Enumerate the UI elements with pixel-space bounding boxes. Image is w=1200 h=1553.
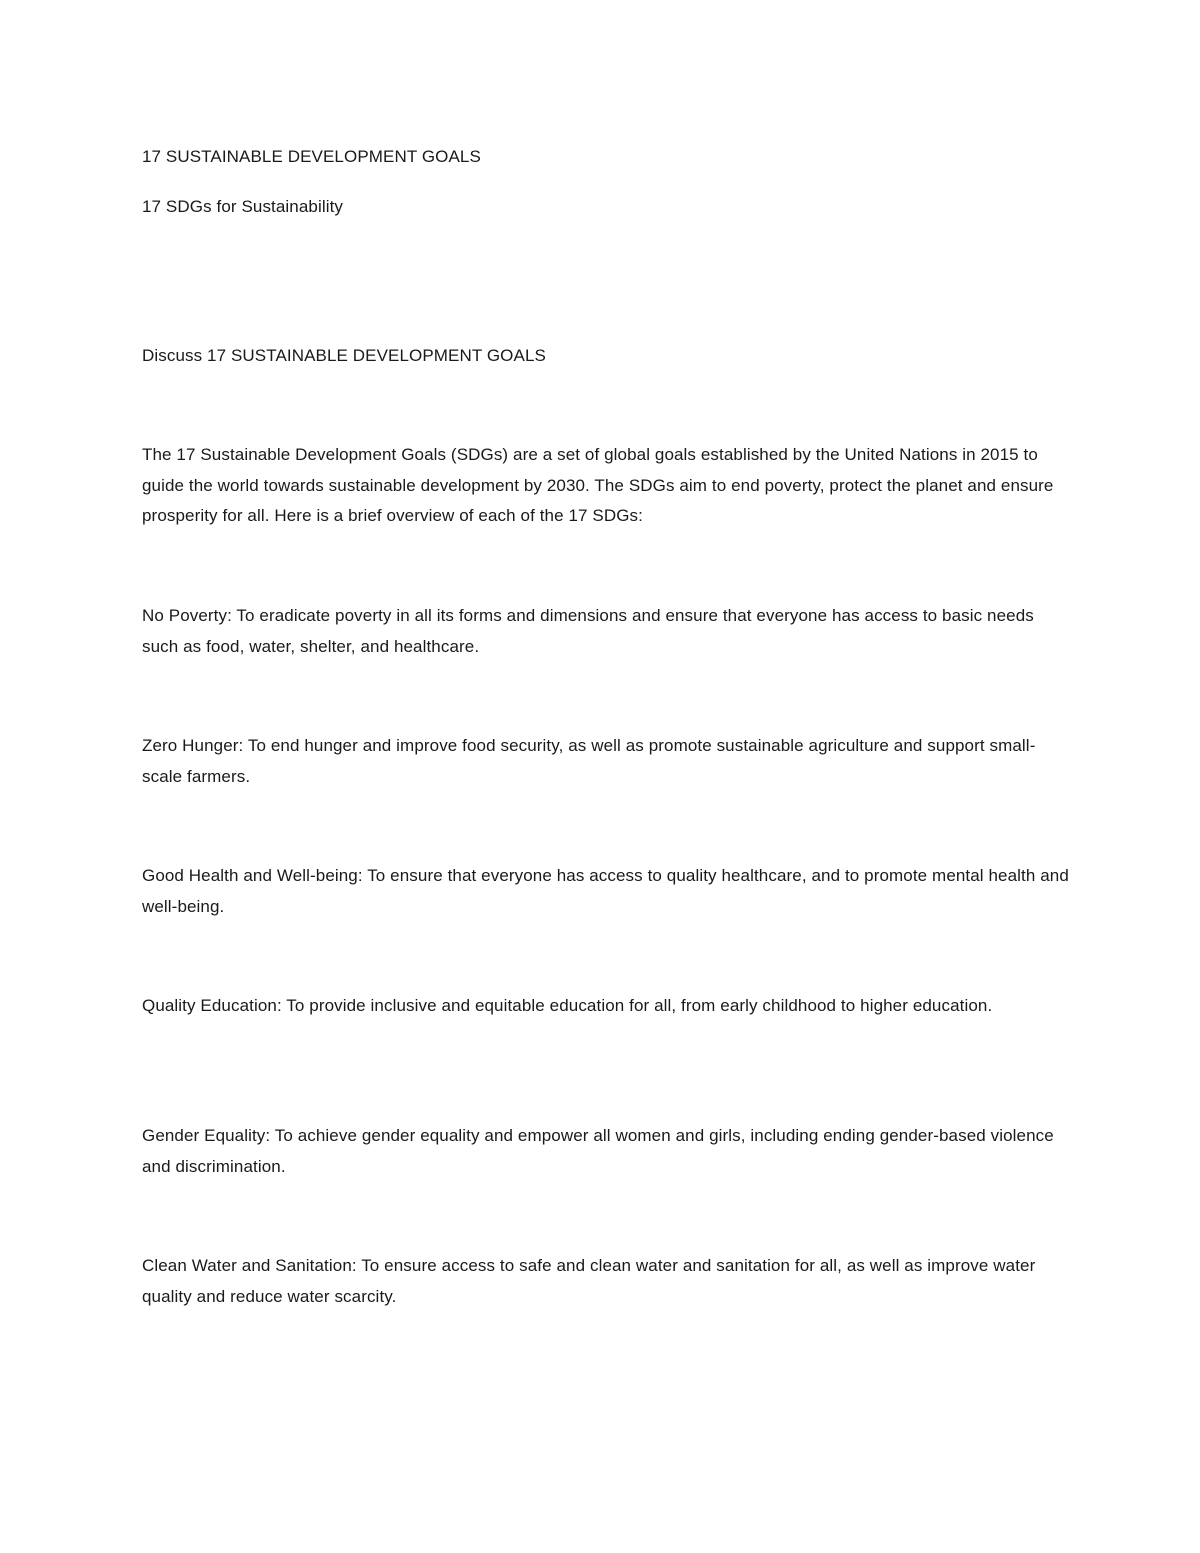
goal-good-health: Good Health and Well-being: To ensure that everyone has access to quality healthcare, and to promote mental health and well-being. <box>142 866 1069 916</box>
goal-clean-water: Clean Water and Sanitation: To ensure access to safe and clean water and sanitation for all, as well as improve water quality and reduce water scarcity. <box>142 1256 1036 1306</box>
intro-paragraph: The 17 Sustainable Development Goals (SDGs) are a set of global goals established by the United Nations in 2015 to guide the world towards sustainable development by 2030. The SDGs aim to end poverty, protect the planet and ensure prosperity for all. Here is a brief overview of each of the 17 SDGs: <box>142 445 1054 525</box>
goal-gender-equality: Gender Equality: To achieve gender equality and empower all women and girls, including ending gender-based violence and discrimination. <box>142 1126 1054 1176</box>
goal-quality-education: Quality Education: To provide inclusive and equitable education for all, from early childhood to higher education. <box>142 996 993 1015</box>
document-title: 17 SUSTAINABLE DEVELOPMENT GOALS <box>142 147 481 166</box>
discussion-prompt: Discuss 17 SUSTAINABLE DEVELOPMENT GOALS <box>142 346 546 365</box>
goal-zero-hunger: Zero Hunger: To end hunger and improve food security, as well as promote sustainable agriculture and support small-scale farmers. <box>142 736 1036 786</box>
goal-no-poverty: No Poverty: To eradicate poverty in all its forms and dimensions and ensure that everyone has access to basic needs such as food, water, shelter, and healthcare. <box>142 606 1034 656</box>
document-subtitle: 17 SDGs for Sustainability <box>142 197 344 216</box>
